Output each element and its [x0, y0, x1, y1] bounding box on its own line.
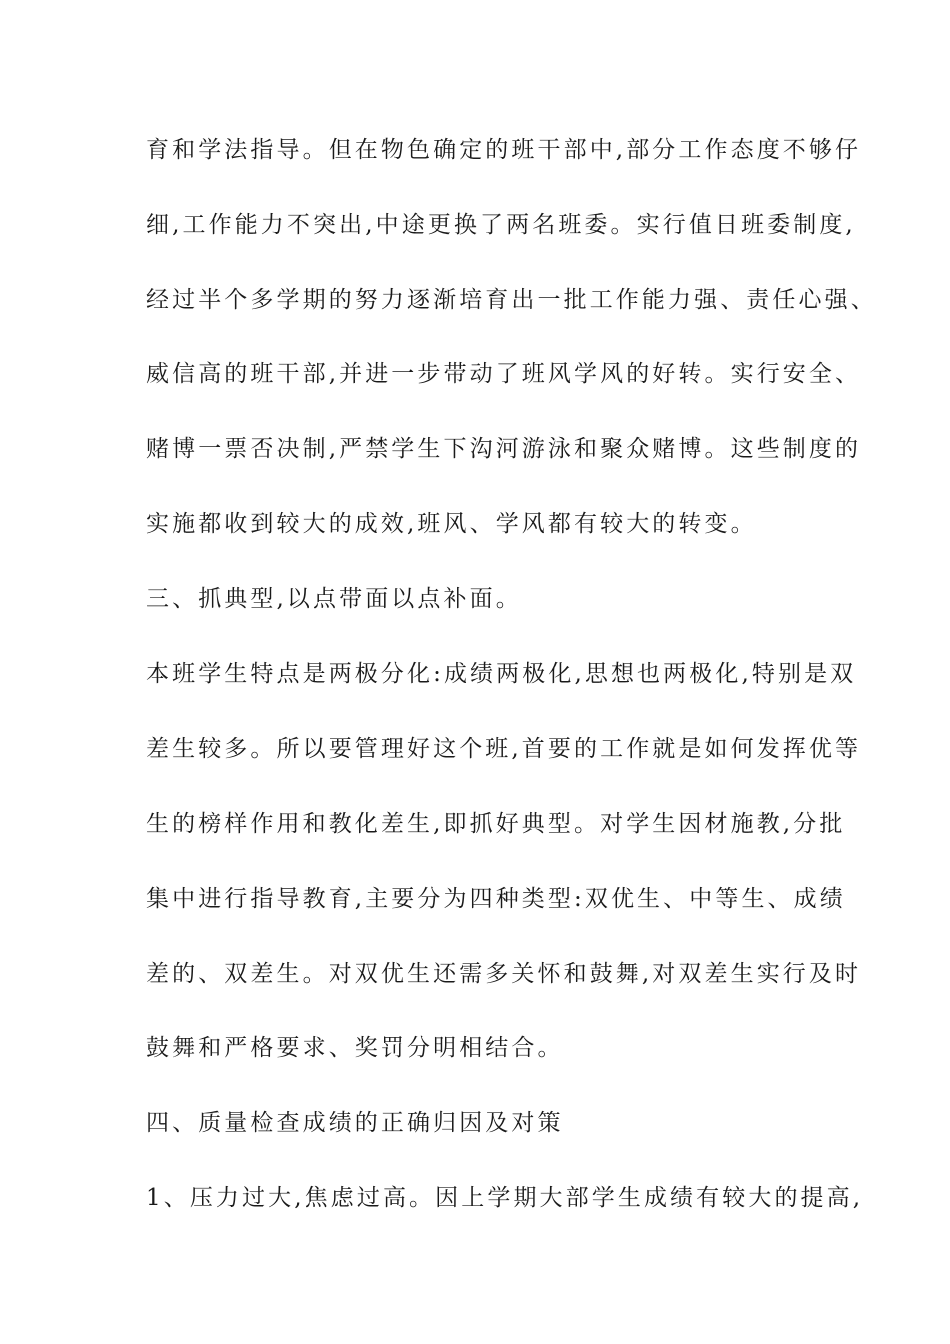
text-line: 集中进行指导教育,主要分为四种类型:双优生、中等生、成绩 [146, 886, 846, 912]
text-line: 经过半个多学期的努力逐渐培育出一批工作能力强、责任心强、 [146, 287, 877, 313]
text-line: 赌博一票否决制,严禁学生下沟河游泳和聚众赌博。这些制度的 [146, 436, 862, 462]
text-line: 差生较多。所以要管理好这个班,首要的工作就是如何发挥优等 [146, 736, 862, 762]
text-line: 实施都收到较大的成效,班风、学风都有较大的转变。 [146, 511, 757, 537]
text-line: 育和学法指导。但在物色确定的班干部中,部分工作态度不够仔 [146, 137, 862, 163]
text-line: 生的榜样作用和教化差生,即抓好典型。对学生因材施教,分批 [146, 811, 846, 837]
text-line: 鼓舞和严格要求、奖罚分明相结合。 [146, 1035, 564, 1061]
text-line: 细,工作能力不突出,中途更换了两名班委。实行值日班委制度, [146, 212, 856, 238]
section-heading: 四、质量检查成绩的正确归因及对策 [146, 1110, 564, 1136]
text-line: 威信高的班干部,并进一步带动了班风学风的好转。实行安全、 [146, 361, 862, 387]
text-line: 差的、双差生。对双优生还需多关怀和鼓舞,对双差生实行及时 [146, 961, 862, 987]
text-line: 1、压力过大,焦虑过高。因上学期大部学生成绩有较大的提高, [146, 1185, 864, 1211]
section-heading: 三、抓典型,以点带面以点补面。 [146, 586, 522, 612]
text-line: 本班学生特点是两极分化:成绩两极化,思想也两极化,特别是双 [146, 661, 857, 687]
